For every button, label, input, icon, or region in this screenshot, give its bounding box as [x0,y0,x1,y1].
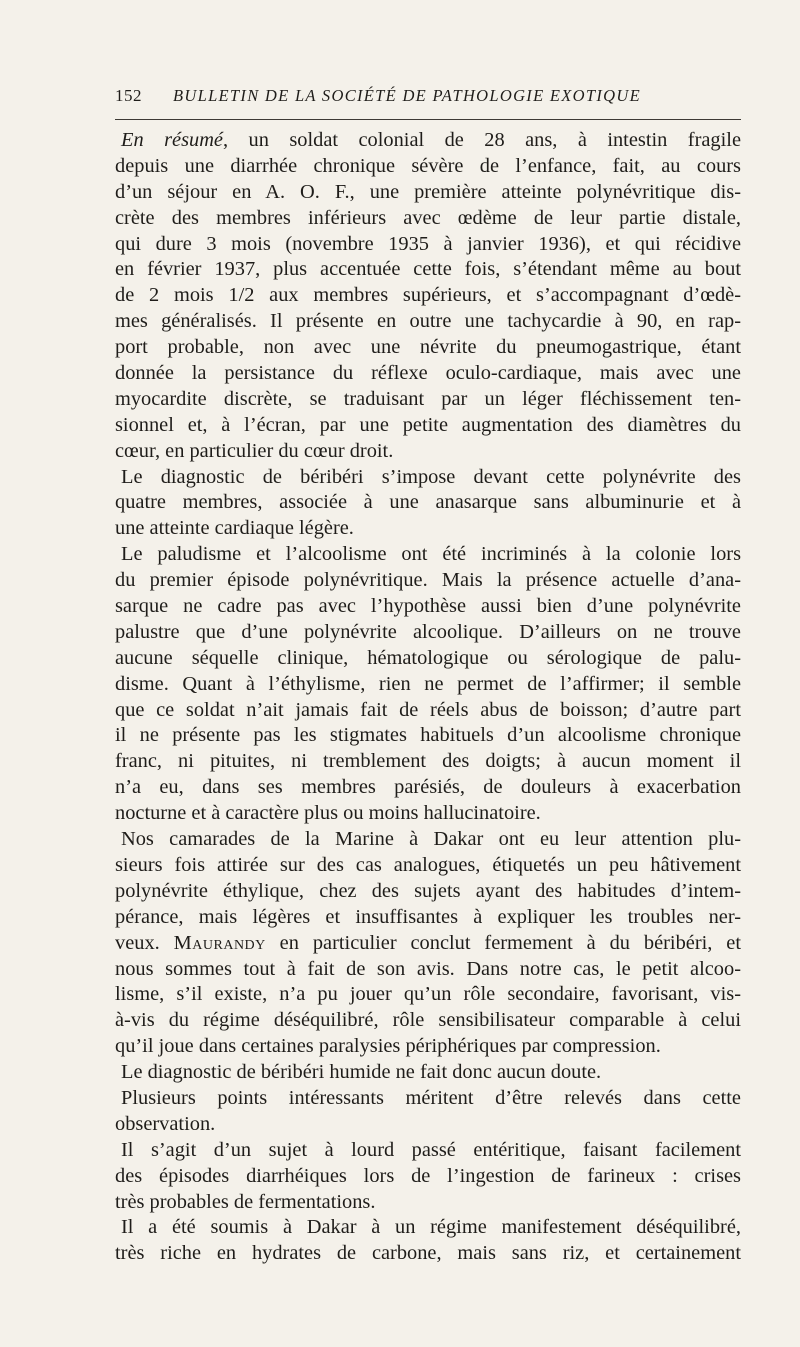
text-line: veux. Maurandy en particulier conclut fermement à du béribéri, et [115,931,741,954]
text-line: très riche en hydrates de carbone, mais sans riz, et certainement [115,1242,741,1265]
text-line: n’a eu, dans ses membres parésiés, de douleurs à exacerbation [115,776,741,799]
text-line: mes généralisés. Il présente en outre une tachycardie à 90, en rap- [115,310,741,333]
text-line: du premier épisode polynévritique. Mais la présence actuelle d’ana- [115,569,741,592]
text-line: Il a été soumis à Dakar à un régime manifestement déséquilibré, [121,1216,741,1239]
text-line: qui dure 3 mois (novembre 1935 à janvier 1936), et qui récidive [115,232,741,255]
text-line: à-vis du régime déséquilibré, rôle sensibilisateur comparable à celui [115,1009,741,1032]
text-line: crète des membres inférieurs avec œdème de leur partie distale, [115,206,741,229]
text-line: donnée la persistance du réflexe oculo-cardiaque, mais avec une [115,362,741,385]
text-line: sarque ne cadre pas avec l’hypothèse aussi bien d’une polynévrite [115,595,741,618]
page-number: 152 [115,86,142,105]
text-line: observation. [115,1112,216,1135]
text-line: Nos camarades de la Marine à Dakar ont eu leur attention plu- [121,828,741,851]
text-line: En résumé, un soldat colonial de 28 ans, à intestin fragile [121,129,742,151]
text-line: d’un séjour en A. O. F., une première atteinte polynévritique dis- [115,180,741,203]
journal-title: BULLETIN DE LA SOCIÉTÉ DE PATHOLOGIE EXOTIQUE [173,86,641,105]
text-line: polynévrite éthylique, chez des sujets ayant des habitudes d’intem- [115,879,741,902]
text-line: il ne présente pas les stigmates habituels d’un alcoolisme chronique [115,724,741,747]
text-line: franc, ni pituites, ni tremblement des doigts; à aucun moment il [115,750,741,773]
text-line: de 2 mois 1/2 aux membres supérieurs, et s’accompagnant d’œdè- [115,284,741,307]
text-line: port probable, non avec une névrite du pneumogastrique, étant [115,336,741,359]
header-rule [115,119,741,120]
text-line: des épisodes diarrhéiques lors de l’ingestion de farineux : crises [115,1164,741,1187]
text-line: aucune séquelle clinique, hématologique ou sérologique de palu- [115,646,741,669]
text-line: une atteinte cardiaque légère. [115,517,354,540]
running-head [115,86,741,114]
text-line: pérance, mais légères et insuffisantes à expliquer les troubles ner- [115,905,741,928]
text-line: depuis une diarrhée chronique sévère de l’enfance, fait, au cours [115,154,741,177]
text-line: très probables de fermentations. [115,1190,376,1213]
text-line: sieurs fois attirée sur des cas analogues, étiquetés un peu hâtivement [115,853,741,876]
text-line: en février 1937, plus accentuée cette fois, s’étendant même au bout [115,258,741,281]
text-line: palustre que d’une polynévrite alcoolique. D’ailleurs on ne trouve [115,620,741,643]
text-line: nocturne et à caractère plus ou moins hallucinatoire. [115,802,541,825]
text-line: qu’il joue dans certaines paralysies périphériques par compression. [115,1035,661,1058]
text-line: disme. Quant à l’éthylisme, rien ne permet de l’affirmer; il semble [115,672,741,695]
article-body [115,128,741,1267]
text-line: Le paludisme et l’alcoolisme ont été incriminés à la colonie lors [121,543,741,566]
text-line: quatre membres, associée à une anasarque sans albuminurie et à [115,491,741,514]
text-line: cœur, en particulier du cœur droit. [115,439,394,462]
text-line: Le diagnostic de béribéri humide ne fait donc aucun doute. [121,1061,602,1084]
text-line: sionnel et, à l’écran, par une petite augmentation des diamètres du [115,413,741,436]
text-line: que ce soldat n’ait jamais fait de réels abus de boisson; d’autre part [115,698,741,721]
text-line: Le diagnostic de béribéri s’impose devant cette polynévrite des [121,465,741,488]
text-line: Plusieurs points intéressants méritent d’être relevés dans cette [121,1086,741,1109]
text-line: nous sommes tout à fait de son avis. Dans notre cas, le petit alcoo- [115,957,741,980]
text-line: Il s’agit d’un sujet à lourd passé entéritique, faisant facilement [121,1138,741,1161]
text-line: myocardite discrète, se traduisant par un léger fléchissement ten- [115,387,741,410]
text-line: lisme, s’il existe, n’a pu jouer qu’un rôle secondaire, favorisant, vis- [115,983,741,1006]
